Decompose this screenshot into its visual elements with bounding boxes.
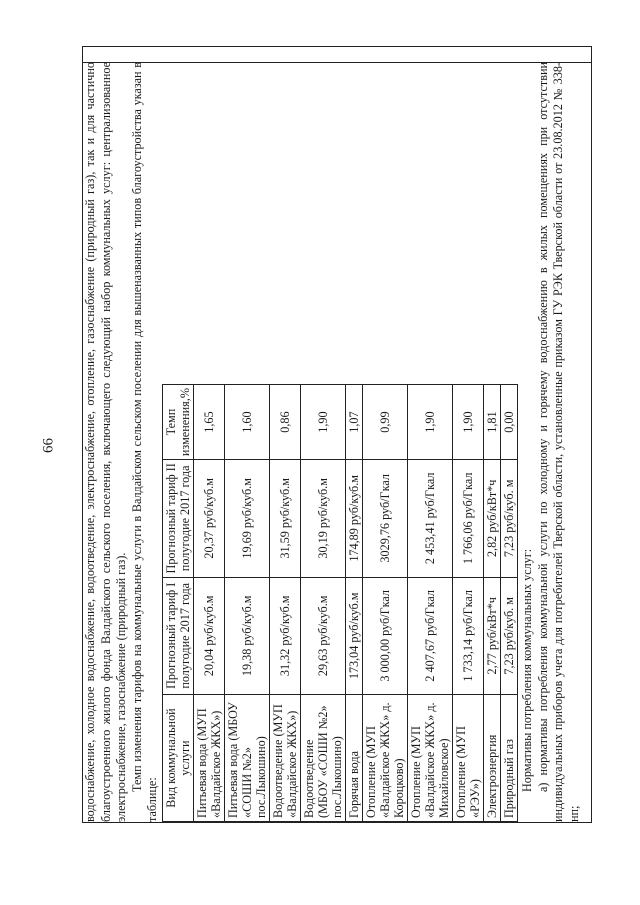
rate-cell: 0,99 xyxy=(362,385,407,460)
tariff-h1-cell: 2 407,67 руб/Гкал xyxy=(407,577,452,694)
table-row xyxy=(300,385,345,822)
service-cell: Горячая вода xyxy=(345,695,362,822)
table-row xyxy=(483,385,500,822)
header-change-rate: Темп изменения,% xyxy=(162,385,193,460)
service-cell: Питьевая вода (МБОУ «СОШИ №2» пос.Лыкошино) xyxy=(224,695,269,822)
table-row xyxy=(269,385,300,822)
tariff-h1-cell: 173,04 руб/куб.м xyxy=(345,577,362,694)
frame-line-bottom xyxy=(82,822,592,823)
tariff-h1-cell: 1 733,14 руб/Гкал xyxy=(452,577,483,694)
tariff-h2-cell: 2 453,41 руб/Гкал xyxy=(407,460,452,577)
table-row xyxy=(193,385,224,822)
service-cell: Питьевая вода (МУП «Валдайское ЖКХ») xyxy=(193,695,224,822)
tariff-table xyxy=(162,384,518,822)
service-cell: Водоотведение (МБОУ «СОШИ №2» пос.Лыкошино) xyxy=(300,695,345,822)
tariff-h2-cell: 19,69 руб/куб.м xyxy=(224,460,269,577)
tariff-h2-cell: 1 766,06 руб/Гкал xyxy=(452,460,483,577)
rate-cell: 1,90 xyxy=(300,385,345,460)
tariff-h1-cell: 31,32 руб/куб.м xyxy=(269,577,300,694)
rate-cell: 1,90 xyxy=(452,385,483,460)
table-row xyxy=(407,385,452,822)
tariff-h1-cell: 20,04 руб/куб.м xyxy=(193,577,224,694)
rate-cell: 1,07 xyxy=(345,385,362,460)
table-row xyxy=(500,385,517,822)
table-row xyxy=(452,385,483,822)
frame-line-top xyxy=(82,46,592,47)
tariff-h1-cell: 7,23 руб/куб. м xyxy=(500,577,517,694)
tariff-h2-cell: 174,89 руб/куб.м xyxy=(345,460,362,577)
tariff-h1-cell: 2,77 руб/кВт*ч xyxy=(483,577,500,694)
tariff-h2-cell: 31,59 руб/куб.м xyxy=(269,460,300,577)
service-cell: Отопление (МУП «Валдайское ЖКХ» д. Короцково) xyxy=(362,695,407,822)
table-row xyxy=(362,385,407,822)
tariff-h2-cell: 7,23 руб/куб. м xyxy=(500,460,517,577)
header-service: Вид коммунальной услуги xyxy=(162,695,193,822)
tariff-h2-cell: 3029,76 руб/Гкал xyxy=(362,460,407,577)
tariff-h2-cell: 2,82 руб/кВт*ч xyxy=(483,460,500,577)
tariff-h1-cell: 19,38 руб/куб.м xyxy=(224,577,269,694)
rate-cell: 1,65 xyxy=(193,385,224,460)
header-tariff-h1: Прогнозный тариф I полугодие 2017 года xyxy=(162,577,193,694)
rate-cell: 0,00 xyxy=(500,385,517,460)
table-intro: Темп изменения тарифов на коммунальные услуги в Валдайском сельском поселении для вышеназванных типов благоустройства указан в таблице: xyxy=(129,62,160,822)
intro-paragraph: водоснабжение, холодное водоснабжение, водоотведение, электроснабжение, отопление, газоснабжение (природный газ), так и для частично благоустроенного жилого фонда Валдайского сельского поселения, включающего следующий набор коммунальных услуг: централизованное электроснабжение, газоснабжение (природный газ). xyxy=(83,62,129,822)
service-cell: Природный газ xyxy=(500,695,517,822)
rotated-content xyxy=(83,62,593,822)
service-cell: Отопление (МУП «Валдайское ЖКХ» д. Михайловское) xyxy=(407,695,452,822)
page-number: 66 xyxy=(40,438,57,453)
rate-cell: 1,90 xyxy=(407,385,452,460)
header-tariff-h2: Прогнозный тариф II полугодие 2017 года xyxy=(162,460,193,577)
rate-cell: 1,81 xyxy=(483,385,500,460)
service-cell: Водоотведение (МУП «Валдайское ЖКХ») xyxy=(269,695,300,822)
norms-heading: Нормативы потребления коммунальных услуг: xyxy=(519,548,534,792)
tariff-h1-cell: 3 000,00 руб/Гкал xyxy=(362,577,407,694)
tariff-h2-cell: 20,37 руб/куб.м xyxy=(193,460,224,577)
rate-cell: 1,60 xyxy=(224,385,269,460)
rate-cell: 0,86 xyxy=(269,385,300,460)
table-header-row xyxy=(162,385,193,822)
service-cell: Электроэнергия xyxy=(483,695,500,822)
table-row xyxy=(224,385,269,822)
norms-paragraph: а) нормативы потребления коммунальной услуги по холодному и горячему водоснабжению в жилых помещениях при отсутствии индивидуальных приборов учета для потребителей Тверской области, установленные приказом ГУ РЭК Тверской области от 23.08.2012 № 338-нп; xyxy=(535,62,581,822)
tariff-h2-cell: 30,19 руб/куб.м xyxy=(300,460,345,577)
table-row xyxy=(345,385,362,822)
service-cell: Отопление (МУП «РЭУ») xyxy=(452,695,483,822)
tariff-h1-cell: 29,63 руб/куб.м xyxy=(300,577,345,694)
